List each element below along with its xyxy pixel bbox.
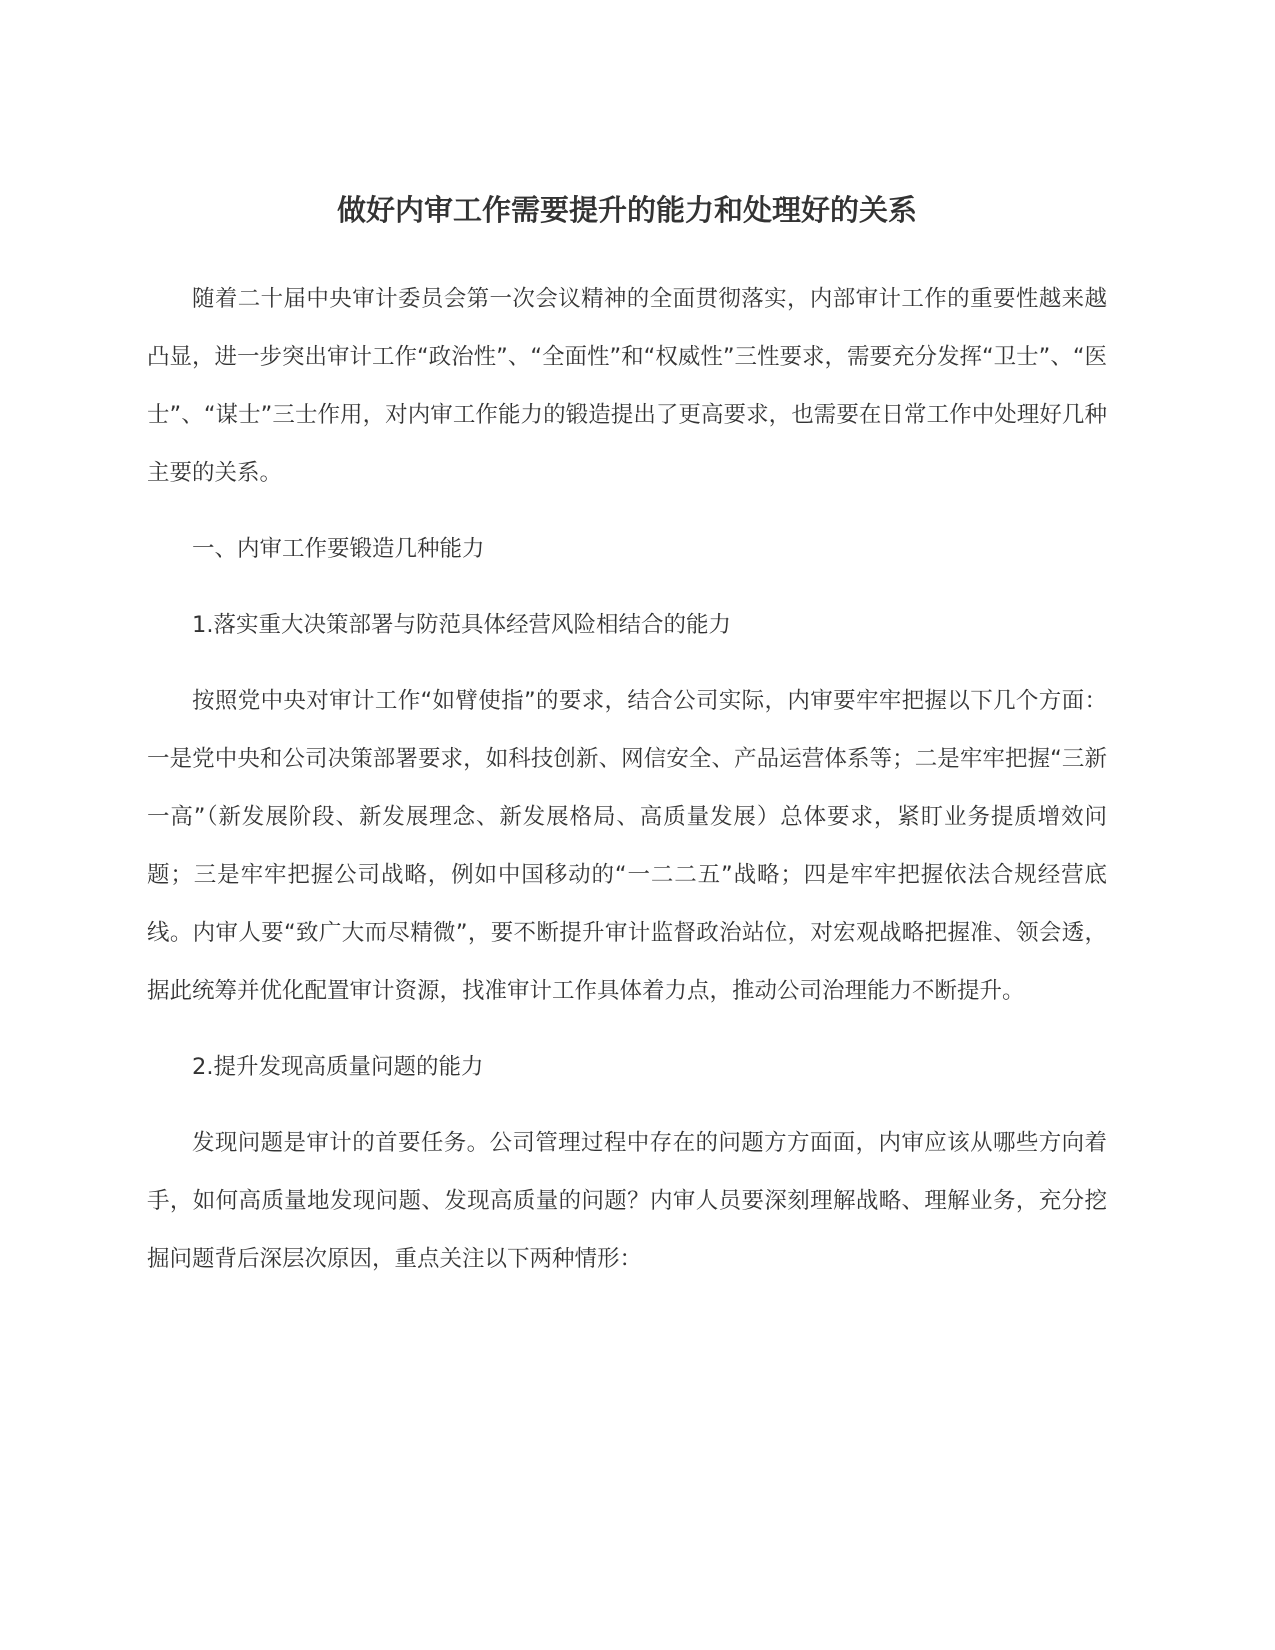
subsection-heading-2: 2.提升发现高质量问题的能力 bbox=[192, 1054, 484, 1080]
intro-paragraph: 随着二十届中央审计委员会第一次会议精神的全面贯彻落实，内部审计工作的重要性越来越凸显，进一步突出审计工作“政治性”、“全面性”和“权威性”三性要求，需要充分发挥“卫士”、“医士”、“谋士”三士作用，对内审工作能力的锻造提出了更高要求，也需要在日常工作中处理好几种主要的关系。 bbox=[147, 286, 1107, 486]
subsection-body-1: 按照党中央对审计工作“如臂使指”的要求，结合公司实际，内审要牢牢把握以下几个方面：一是党中央和公司决策部署要求，如科技创新、网信安全、产品运营体系等；二是牢牢把握“三新一高”（新发展阶段、新发展理念、新发展格局、高质量发展）总体要求，紧盯业务提质增效问题；三是牢牢把握公司战略，例如中国移动的“一二二五”战略；四是牢牢把握依法合规经营底线。内审人要“致广大而尽精微”，要不断提升审计监督政治站位，对宏观战略把握准、领会透，据此统筹并优化配置审计资源，找准审计工作具体着力点，推动公司治理能力不断提升。 bbox=[147, 688, 1107, 1004]
subsection-heading-1: 1.落实重大决策部署与防范具体经营风险相结合的能力 bbox=[192, 612, 731, 638]
document-title: 做好内审工作需要提升的能力和处理好的关系 bbox=[336, 193, 917, 227]
section-heading-1: 一、内审工作要锻造几种能力 bbox=[192, 536, 485, 562]
subsection-body-2: 发现问题是审计的首要任务。公司管理过程中存在的问题方方面面，内审应该从哪些方向着手，如何高质量地发现问题、发现高质量的问题？内审人员要深刻理解战略、理解业务，充分挖掘问题背后深层次原因，重点关注以下两种情形： bbox=[147, 1130, 1107, 1272]
document-page bbox=[147, 180, 1107, 1306]
